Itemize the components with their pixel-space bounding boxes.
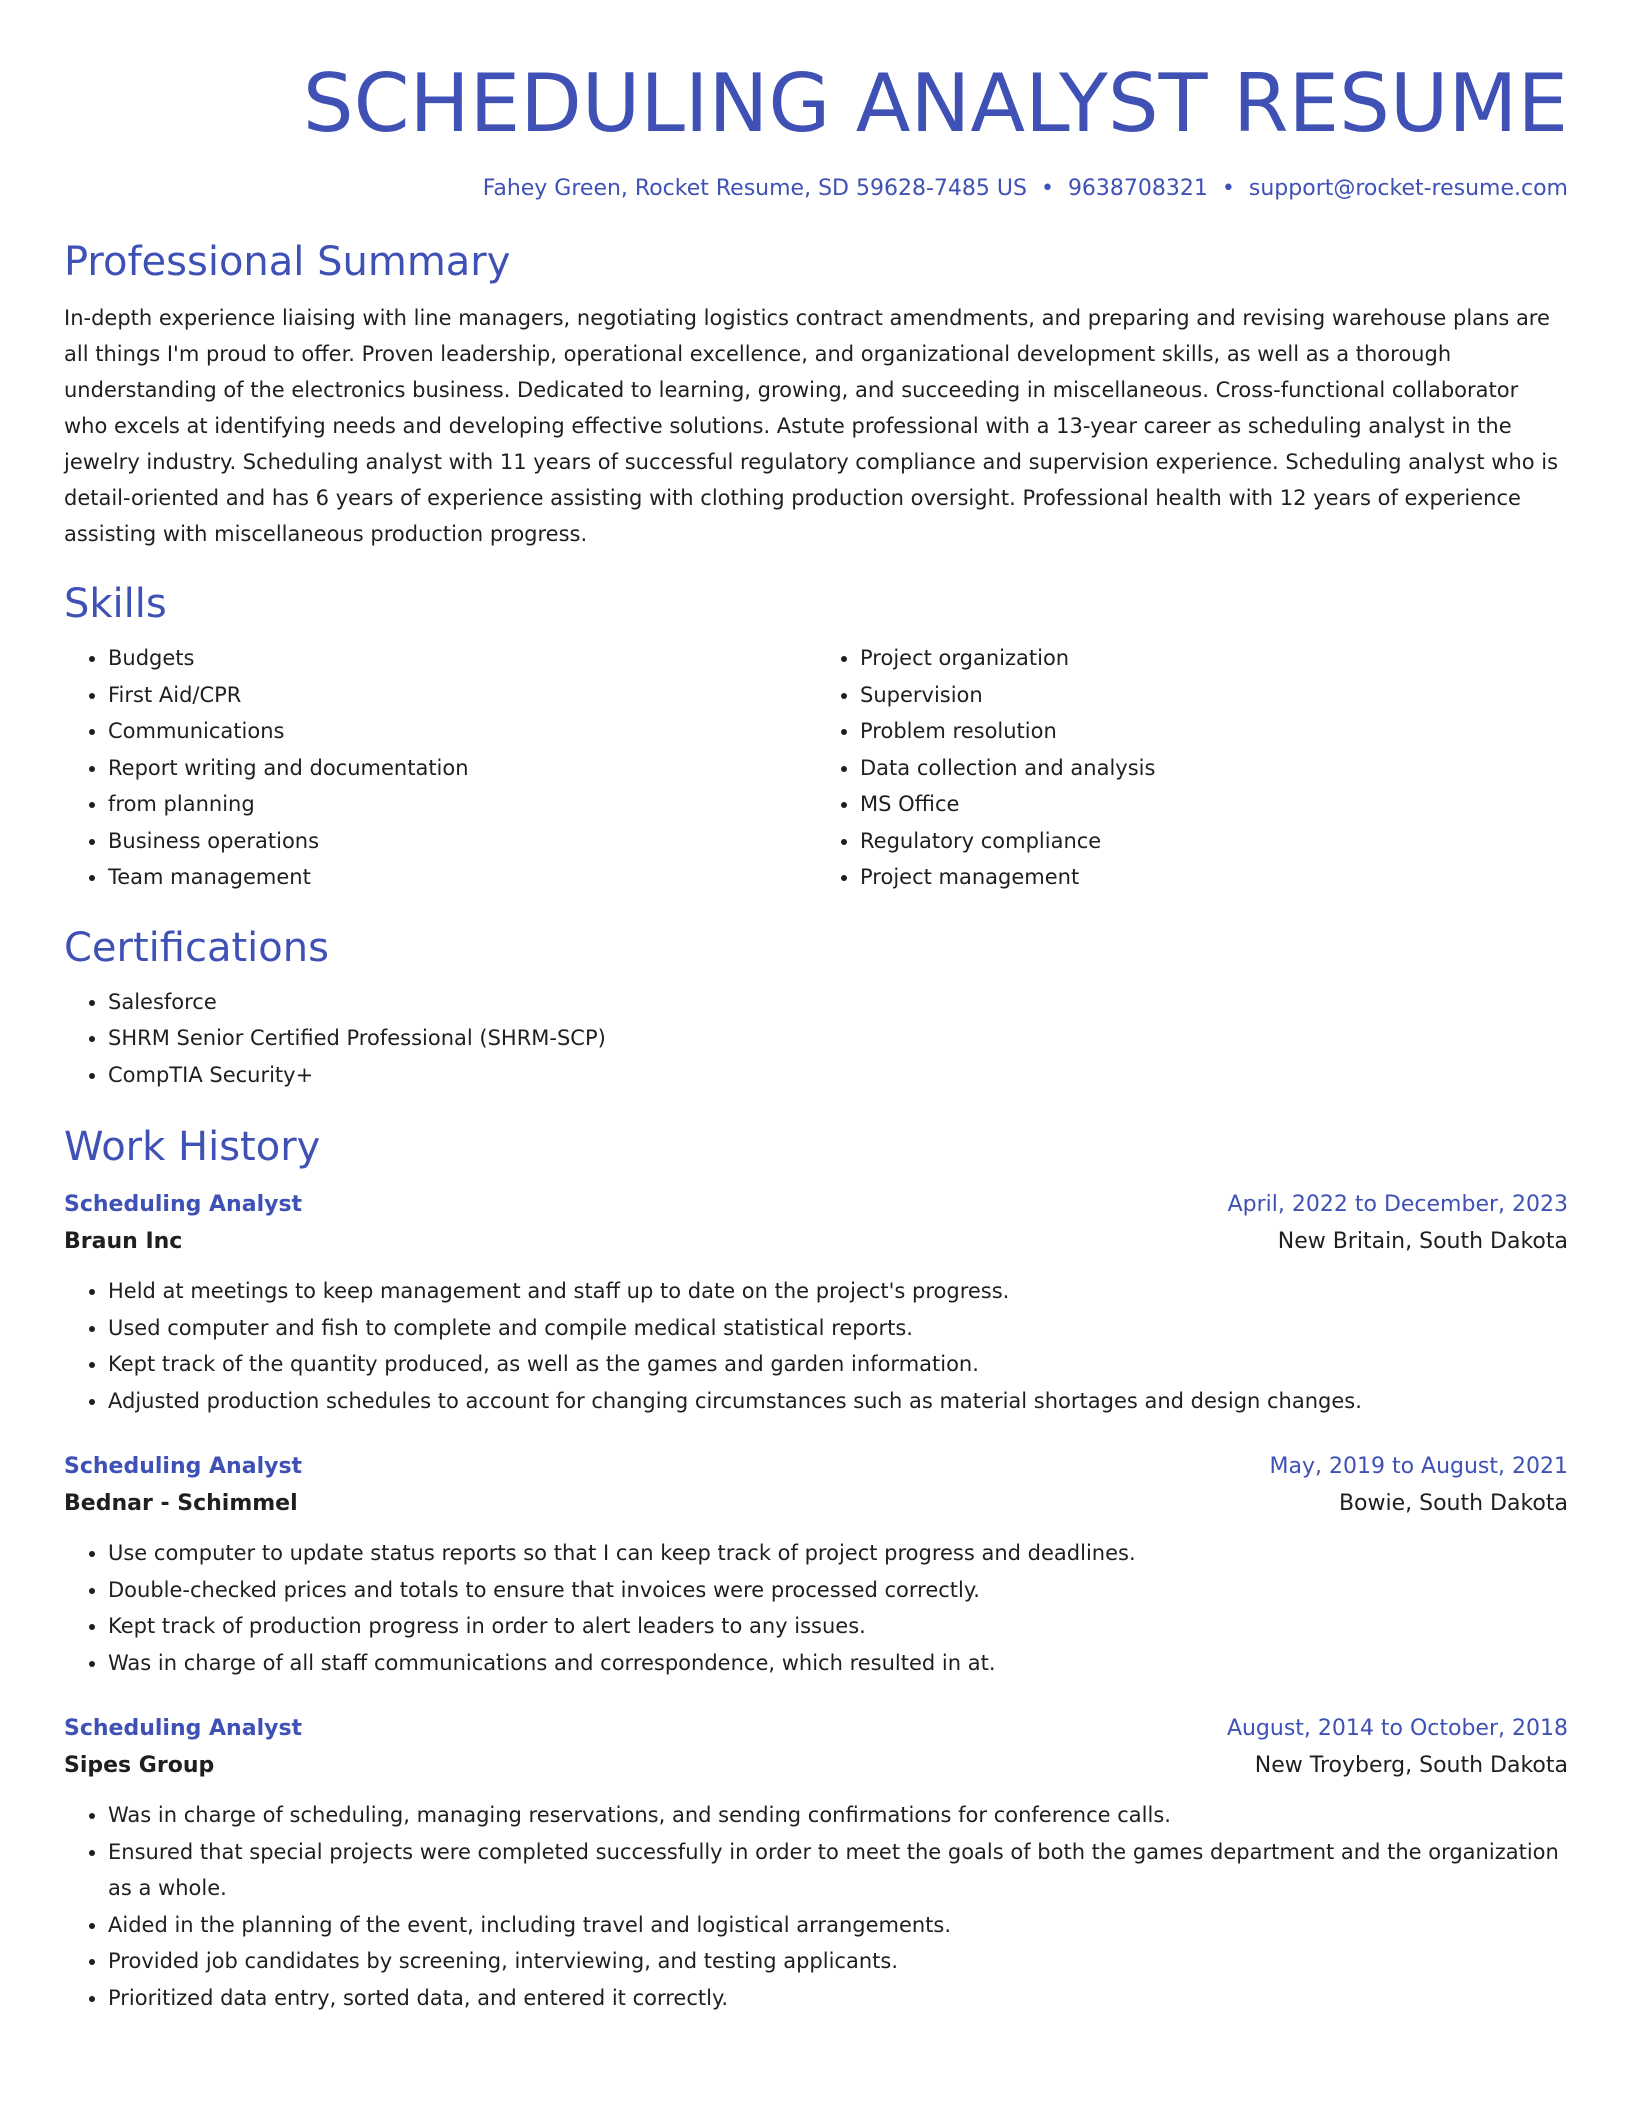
summary-heading: Professional Summary [64,239,511,285]
job-bullet: • Kept track of the quantity produced, as well as the games and garden information. [108,1346,1568,1383]
skills-list-right [816,640,1568,896]
job-location: New Britain, South Dakota [1277,1229,1568,1254]
resume-page [64,0,1568,2016]
job-bullet: • Ensured that special projects were completed successfully in order to meet the goals of both the games department and the organization as a whole. [108,1834,1568,1907]
skill-item: • from planning [108,786,816,823]
skills-list-left [64,640,816,896]
skill-item: • Data collection and analysis [860,750,1568,787]
contact-separator: • [1040,176,1054,201]
job-title-row [64,1449,1568,1485]
job-bullet: • Was in charge of scheduling, managing reservations, and sending confirmations for conference calls. [108,1797,1568,1834]
skill-item: • Communications [108,713,816,750]
certifications-list [64,984,1568,1094]
skill-item: • Report writing and documentation [108,750,816,787]
job-dates: May, 2019 to August, 2021 [1269,1454,1568,1479]
contact-line [64,174,1568,204]
job-bullet: • Use computer to update status reports so that I can keep track of project progress and deadlines. [108,1535,1568,1572]
certification-item: • SHRM Senior Certified Professional (SHRM-SCP) [108,1020,1568,1057]
job-bullet: • Used computer and fish to complete and compile medical statistical reports. [108,1310,1568,1347]
work-heading: Work History [64,1124,321,1170]
job-company-row [64,1747,1568,1785]
skill-item: • Project organization [860,640,1568,677]
job-entry [64,1711,1568,2016]
job-location: New Troyberg, South Dakota [1254,1753,1568,1778]
summary-text: In-depth experience liaising with line managers, negotiating logistics contract amendments, and preparing and revising warehouse plans are all things I'm proud to offer. Proven leadership, operational excellence, and organizational development skills, as well as a thorough understanding of the electronics business. Dedicated to learning, growing, and succeeding in miscellaneous. Cross-functional collaborator who excels at identifying needs and developing effective solutions. Astute professional with a 13-year career as scheduling analyst in the jewelry industry. Scheduling analyst with 11 years of successful regulatory compliance and supervision experience. Scheduling analyst who is detail-oriented and has 6 years of experience assisting with clothing production oversight. Professional health with 12 years of experience assisting with miscellaneous production progress. [64,306,1559,546]
skill-item: • First Aid/CPR [108,677,816,714]
job-bullet: • Prioritized data entry, sorted data, and entered it correctly. [108,1980,1568,2017]
job-bullets [64,1273,1568,1419]
job-bullet: • Aided in the planning of the event, including travel and logistical arrangements. [108,1907,1568,1944]
job-entry [64,1187,1568,1419]
skill-item: • Business operations [108,823,816,860]
contact-email[interactable]: support@rocket-resume.com [1248,176,1568,201]
certifications-heading: Certifications [64,924,329,971]
skill-item: • Supervision [860,677,1568,714]
job-company-row [64,1485,1568,1523]
skill-item: • Team management [108,859,816,896]
skill-item: • Budgets [108,640,816,677]
job-location: Bowie, South Dakota [1338,1491,1568,1516]
job-bullets [64,1535,1568,1681]
certification-item: • CompTIA Security+ [108,1057,1568,1094]
job-title: Scheduling Analyst [64,1454,303,1479]
job-company-row [64,1223,1568,1261]
job-entry [64,1449,1568,1681]
job-bullet: • Held at meetings to keep management and staff up to date on the project's progress. [108,1273,1568,1310]
job-title-row [64,1187,1568,1223]
job-title: Scheduling Analyst [64,1716,303,1741]
contact-separator: • [1221,176,1235,201]
job-dates: August, 2014 to October, 2018 [1226,1716,1568,1741]
skills-grid [64,640,1568,896]
job-company: Braun Inc [64,1229,183,1254]
job-bullet: • Adjusted production schedules to account for changing circumstances such as material shortages and design changes. [108,1383,1568,1420]
job-dates: April, 2022 to December, 2023 [1227,1192,1568,1217]
job-bullet: • Double-checked prices and totals to ensure that invoices were processed correctly. [108,1572,1568,1609]
job-company: Bednar - Schimmel [64,1491,298,1516]
job-title: Scheduling Analyst [64,1192,303,1217]
job-company: Sipes Group [64,1753,215,1778]
skills-heading: Skills [64,581,167,627]
job-bullet: • Kept track of production progress in order to alert leaders to any issues. [108,1608,1568,1645]
skill-item: • Project management [860,859,1568,896]
job-bullet: • Was in charge of all staff communications and correspondence, which resulted in at. [108,1645,1568,1682]
job-title-row [64,1711,1568,1747]
resume-title: SCHEDULING ANALYST RESUME [302,57,1568,150]
skill-item: • MS Office [860,786,1568,823]
job-bullets [64,1797,1568,2016]
certification-item: • Salesforce [108,984,1568,1021]
job-bullet: • Provided job candidates by screening, interviewing, and testing applicants. [108,1943,1568,1980]
contact-phone: 9638708321 [1067,176,1208,201]
contact-address: Fahey Green, Rocket Resume, SD 59628-7485 US [482,176,1027,201]
skill-item: • Regulatory compliance [860,823,1568,860]
skill-item: • Problem resolution [860,713,1568,750]
